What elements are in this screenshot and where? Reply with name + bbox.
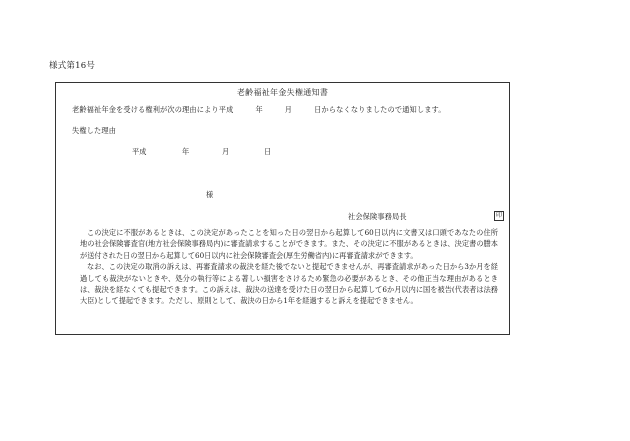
opening-line: 老齢福祉年金を受ける権利が次の理由により平成 年 月 日からなくなりましたので通知します。 [72,105,446,114]
reason-label: 失権した理由 [72,126,117,135]
seal-mark: 印 [495,212,502,219]
document-title: 老齢福祉年金失権通知書 [236,88,329,97]
appeal-paragraph: なお、この決定の取消の訴えは、再審査請求の裁決を経た後でないと提起できませんが、再審査請求があった日から3か月を経過しても裁決がないときや、処分の執行等による著しい損害をさけるため緊急の必要があるとき、その他正当な理由があるときは、裁決を経なくても提起できます。この訴えは、裁決の送達を受けた日の翌日から起算して6か月以内に国を被告(代表者は法務大臣)として提起できます。ただし、原則として、裁決の日から1年を経過すると訴えを提起できません。 [80,262,498,306]
form-number-label: 様式第16号 [49,61,96,71]
issuer-name: 社会保険事務局長 [348,212,407,221]
date-era: 平成 [132,147,147,156]
appeal-notice [80,227,498,307]
date-year-unit: 年 [182,147,190,156]
notice-date [56,147,509,157]
date-month-unit: 月 [222,147,230,156]
appeal-paragraph: この決定に不服があるときは、この決定があったことを知った日の翌日から起算して60日以内に文書又は口頭であなたの住所地の社会保険審査官(地方社会保険事務局内)に審査請求することができます。また、その決定に不服があるときは、決定書の謄本が送付された日の翌日から起算して60日以内に社会保険審査会(厚生労働省内)に再審査請求ができます。 [80,228,498,260]
addressee-suffix: 様 [206,190,214,199]
notice-frame [55,82,510,335]
date-day-unit: 日 [264,147,272,156]
